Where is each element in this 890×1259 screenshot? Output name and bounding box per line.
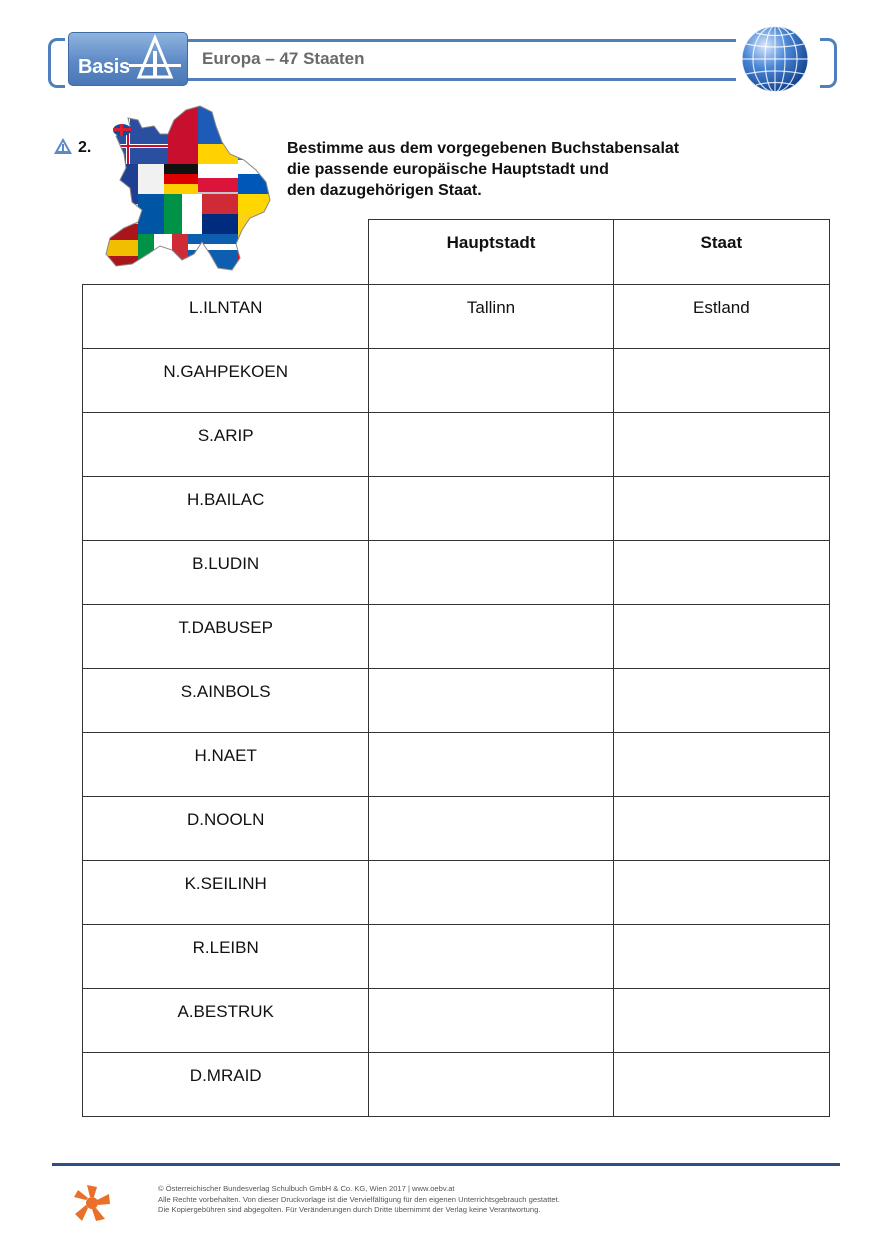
instruction-line: die passende europäische Hauptstadt und bbox=[287, 161, 609, 178]
capital-answer-cell[interactable] bbox=[369, 413, 613, 477]
header-cell-capital bbox=[369, 220, 613, 285]
footer-line: © Österreichischer Bundesverlag Schulbuch GmbH & Co. KG, Wien 2017 | www.oebv.at bbox=[158, 1184, 455, 1193]
scrambled-word-cell bbox=[83, 1053, 369, 1117]
table-row bbox=[83, 1053, 830, 1117]
capital-answer-cell-text bbox=[369, 669, 612, 682]
scrambled-word-cell bbox=[83, 925, 369, 989]
capital-answer-cell-text bbox=[369, 349, 612, 362]
capital-answer-cell[interactable] bbox=[369, 541, 613, 605]
capital-answer-cell-text bbox=[369, 541, 612, 554]
capital-answer-cell-text bbox=[369, 1053, 612, 1066]
capital-answer-cell[interactable] bbox=[369, 989, 613, 1053]
capital-answer-cell[interactable] bbox=[369, 733, 613, 797]
capital-answer-cell[interactable] bbox=[369, 797, 613, 861]
page-title: Europa – 47 Staaten bbox=[202, 49, 365, 68]
country-answer-cell-text bbox=[614, 413, 829, 426]
country-answer-cell[interactable] bbox=[613, 349, 829, 413]
country-answer-cell-text bbox=[614, 1053, 829, 1066]
task-instruction bbox=[287, 138, 679, 201]
scrambled-word-cell-text: L.ILNTAN bbox=[189, 298, 263, 317]
capital-answer-cell[interactable] bbox=[369, 669, 613, 733]
capital-answer-cell-text bbox=[369, 989, 612, 1002]
scrambled-word-cell bbox=[83, 669, 369, 733]
capital-answer-cell[interactable] bbox=[369, 861, 613, 925]
scrambled-word-cell-text: S.AINBOLS bbox=[180, 682, 271, 701]
scrambled-word-cell-text: R.LEIBN bbox=[192, 938, 259, 957]
scrambled-word-cell bbox=[83, 349, 369, 413]
country-answer-cell[interactable] bbox=[613, 669, 829, 733]
country-answer-cell[interactable] bbox=[613, 861, 829, 925]
country-answer-cell[interactable] bbox=[613, 733, 829, 797]
table-header-row bbox=[83, 220, 830, 285]
capital-answer-cell[interactable] bbox=[369, 285, 613, 349]
country-answer-cell-text bbox=[614, 797, 829, 810]
scrambled-word-cell bbox=[83, 989, 369, 1053]
country-answer-cell-text bbox=[614, 477, 829, 490]
country-answer-cell[interactable] bbox=[613, 1053, 829, 1117]
capital-answer-cell-text bbox=[369, 925, 612, 938]
scrambled-word-cell bbox=[83, 413, 369, 477]
country-answer-cell[interactable] bbox=[613, 797, 829, 861]
scrambled-word-cell-text: T.DABUSEP bbox=[178, 618, 273, 637]
capital-answer-cell-text bbox=[369, 605, 612, 618]
scrambled-word-cell-text: D.MRAID bbox=[189, 1066, 262, 1085]
country-answer-cell[interactable] bbox=[613, 605, 829, 669]
header-label: Hauptstadt bbox=[446, 233, 536, 252]
scrambled-word-cell-text: H.NAET bbox=[194, 746, 257, 765]
table-row bbox=[83, 413, 830, 477]
capital-answer-cell[interactable] bbox=[369, 349, 613, 413]
capital-answer-cell-text bbox=[369, 477, 612, 490]
scrambled-word-cell-text: H.BAILAC bbox=[186, 490, 265, 509]
globe-icon bbox=[740, 24, 810, 94]
table-row bbox=[83, 349, 830, 413]
capital-answer-cell-text bbox=[369, 861, 612, 874]
capital-answer-cell-text bbox=[369, 413, 612, 426]
header-cell-country bbox=[613, 220, 829, 285]
publisher-logo-icon bbox=[72, 1183, 112, 1223]
capital-answer-cell[interactable] bbox=[369, 477, 613, 541]
header-cell-scrambled bbox=[83, 220, 369, 285]
country-answer-cell[interactable] bbox=[613, 989, 829, 1053]
task-level-icon bbox=[53, 137, 73, 155]
scrambled-word-cell bbox=[83, 541, 369, 605]
table-row bbox=[83, 477, 830, 541]
country-answer-cell-text bbox=[614, 925, 829, 938]
scrambled-word-cell-text: D.NOOLN bbox=[186, 810, 265, 829]
scrambled-word-cell-text: A.BESTRUK bbox=[177, 1002, 274, 1021]
table-row bbox=[83, 605, 830, 669]
country-answer-cell[interactable] bbox=[613, 285, 829, 349]
scrambled-word-cell bbox=[83, 605, 369, 669]
logo-text: Basis bbox=[78, 56, 130, 78]
header-rule-top bbox=[186, 39, 736, 42]
country-answer-cell-text bbox=[614, 605, 829, 618]
capitals-table bbox=[82, 219, 830, 1117]
scrambled-word-cell bbox=[83, 797, 369, 861]
country-answer-cell[interactable] bbox=[613, 477, 829, 541]
country-answer-cell[interactable] bbox=[613, 925, 829, 989]
header-bracket-right bbox=[820, 38, 837, 88]
scrambled-word-cell-text: B.LUDIN bbox=[192, 554, 260, 573]
table-row bbox=[83, 925, 830, 989]
capital-answer-cell-text bbox=[369, 733, 612, 746]
header-rule-bottom bbox=[186, 78, 736, 81]
country-answer-cell-text bbox=[614, 861, 829, 874]
footer-rule bbox=[52, 1163, 840, 1166]
country-answer-cell[interactable] bbox=[613, 541, 829, 605]
table-row bbox=[83, 861, 830, 925]
table-row bbox=[83, 285, 830, 349]
country-answer-cell-text bbox=[614, 669, 829, 682]
scrambled-word-cell-text: S.ARIP bbox=[197, 426, 254, 445]
header-label: Staat bbox=[700, 233, 743, 252]
capital-answer-cell-text: Tallinn bbox=[466, 298, 516, 317]
footer-line: Die Kopiergebühren sind abgegolten. Für Veränderungen durch Dritte übernimmt der Verlag keine Verantwortung. bbox=[158, 1205, 541, 1214]
capital-answer-cell-text bbox=[369, 797, 612, 810]
capital-answer-cell[interactable] bbox=[369, 925, 613, 989]
scrambled-word-cell bbox=[83, 861, 369, 925]
instruction-line: Bestimme aus dem vorgegebenen Buchstabensalat bbox=[287, 140, 680, 157]
capital-answer-cell[interactable] bbox=[369, 1053, 613, 1117]
country-answer-cell-text bbox=[614, 989, 829, 1002]
instruction-line: den dazugehörigen Staat. bbox=[287, 182, 482, 199]
header-bracket-left bbox=[48, 38, 65, 88]
basis-logo bbox=[68, 32, 188, 86]
country-answer-cell-text: Estland bbox=[692, 298, 750, 317]
table-row bbox=[83, 541, 830, 605]
scrambled-word-cell bbox=[83, 733, 369, 797]
country-answer-cell-text bbox=[614, 733, 829, 746]
footer-copyright bbox=[158, 1184, 560, 1216]
capital-answer-cell[interactable] bbox=[369, 605, 613, 669]
scrambled-word-cell-text: N.GAHPEKOEN bbox=[163, 362, 289, 381]
scrambled-word-cell bbox=[83, 285, 369, 349]
country-answer-cell[interactable] bbox=[613, 413, 829, 477]
scrambled-word-cell bbox=[83, 477, 369, 541]
table-row bbox=[83, 989, 830, 1053]
task-number: 2. bbox=[78, 139, 92, 156]
table-row bbox=[83, 669, 830, 733]
table-row bbox=[83, 797, 830, 861]
table-row bbox=[83, 733, 830, 797]
header-label bbox=[83, 220, 369, 233]
country-answer-cell-text bbox=[614, 541, 829, 554]
scrambled-word-cell-text: K.SEILINH bbox=[184, 874, 267, 893]
footer-line: Alle Rechte vorbehalten. Von dieser Druckvorlage ist die Vervielfältigung für den eigenen Unterrichtsgebrauch gestattet. bbox=[158, 1194, 560, 1204]
country-answer-cell-text bbox=[614, 349, 829, 362]
